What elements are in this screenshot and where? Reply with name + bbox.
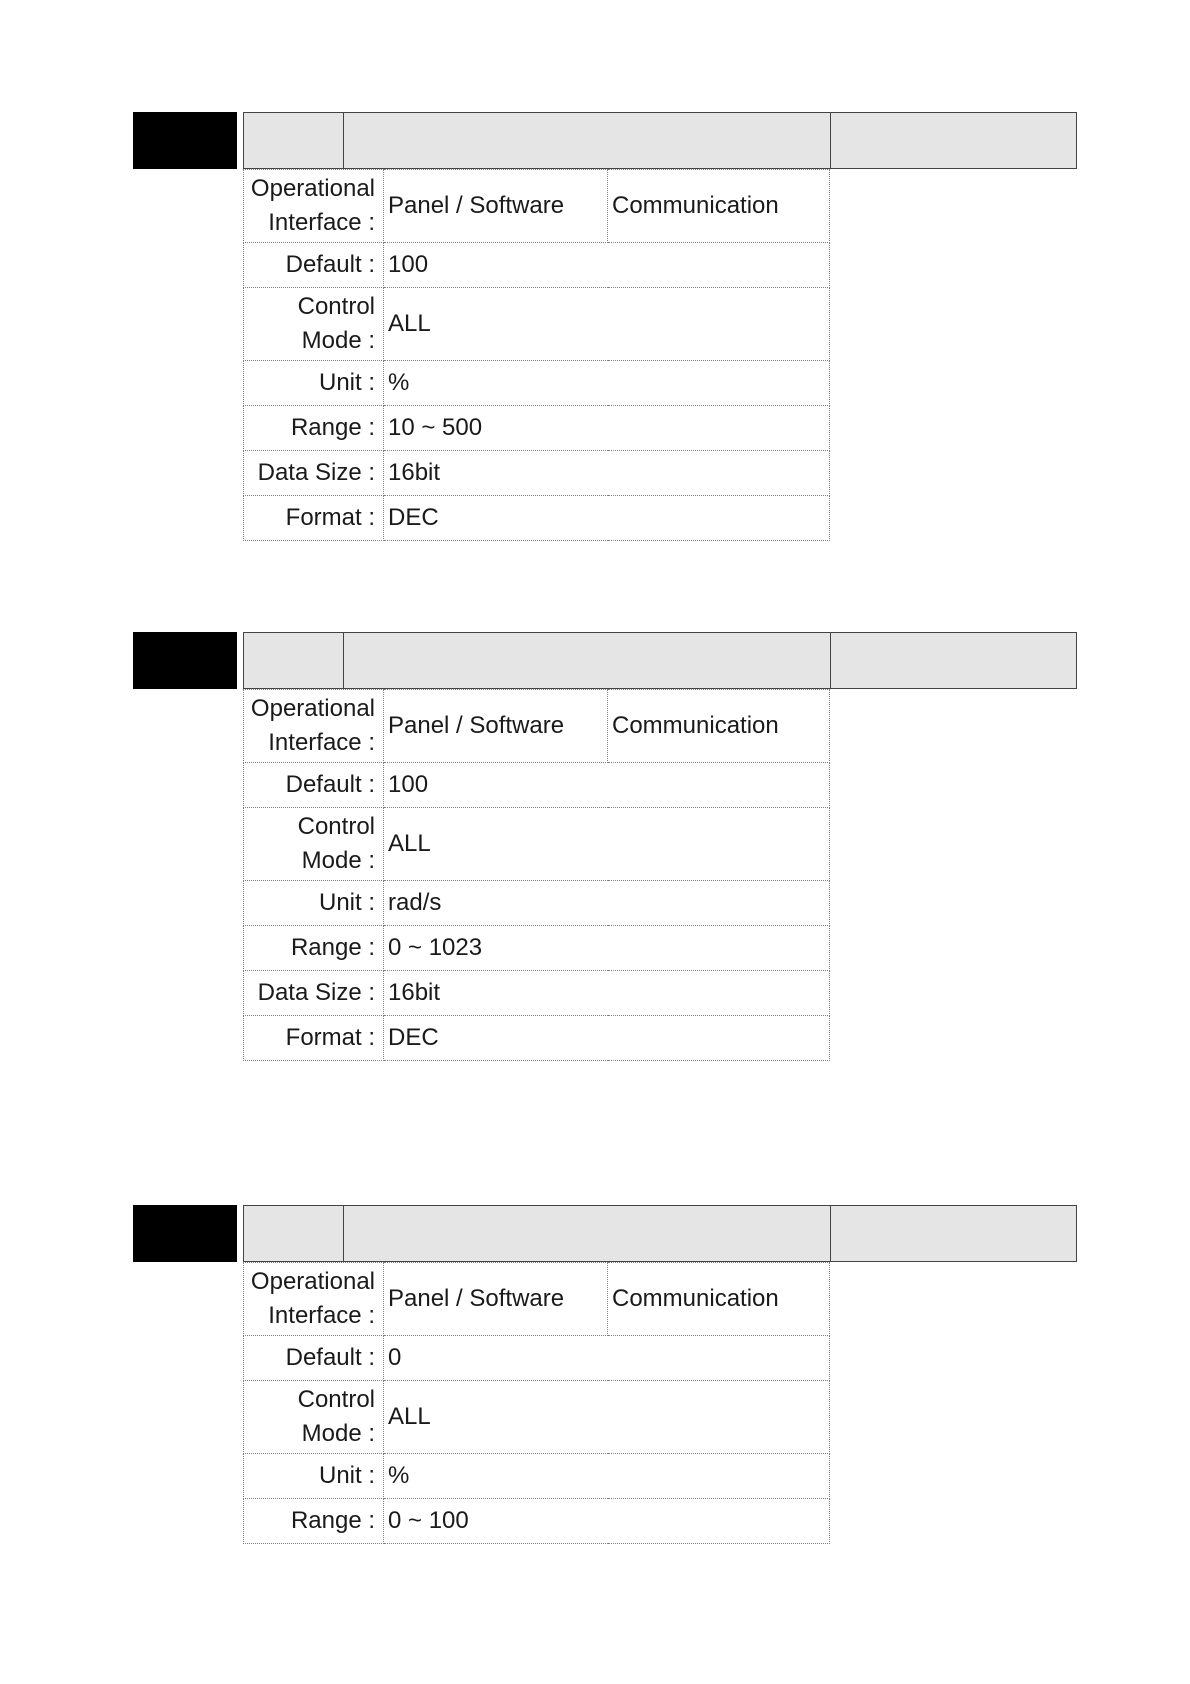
default-row [244,1336,830,1381]
interface-label: Operational Interface : [244,1263,384,1336]
data-size-row [244,971,830,1016]
data-size-value: 16bit [384,971,830,1016]
interface-label: Operational Interface : [244,170,384,243]
default-label: Default : [244,243,384,288]
range-row [244,926,830,971]
interface-panel-value: Panel / Software [384,690,608,763]
parameter-header-row [243,632,1077,689]
parameter-name-cell [344,113,831,168]
parameter-name-cell [344,1206,831,1261]
interface-panel-value: Panel / Software [384,1263,608,1336]
range-row [244,406,830,451]
unit-row [244,361,830,406]
range-value: 0 ~ 100 [384,1499,830,1544]
control-mode-row [244,808,830,881]
parameter-attribute-table [243,689,830,1061]
parameter-code-tag [133,112,237,169]
control-mode-label: Control Mode : [244,808,384,881]
interface-comm-value: Communication [608,1263,830,1336]
data-size-label: Data Size : [244,451,384,496]
control-mode-label: Control Mode : [244,1381,384,1454]
control-mode-label: Control Mode : [244,288,384,361]
default-value: 100 [384,243,830,288]
interface-comm-value: Communication [608,170,830,243]
parameter-reference-cell [831,1206,1076,1261]
data-size-label: Data Size : [244,971,384,1016]
range-label: Range : [244,406,384,451]
parameter-reference-cell [831,633,1076,688]
interface-row [244,690,830,763]
default-label: Default : [244,763,384,808]
unit-row [244,881,830,926]
format-label: Format : [244,1016,384,1061]
unit-value: % [384,361,830,406]
control-mode-value: ALL [384,1381,830,1454]
parameter-attribute-table [243,1262,830,1544]
parameter-header-row [243,1205,1077,1262]
control-mode-value: ALL [384,808,830,881]
data-size-row [244,451,830,496]
parameter-attribute-table [243,169,830,541]
unit-label: Unit : [244,881,384,926]
interface-row [244,170,830,243]
parameter-name-cell [344,633,831,688]
unit-row [244,1454,830,1499]
unit-value: % [384,1454,830,1499]
default-row [244,243,830,288]
data-size-value: 16bit [384,451,830,496]
format-row [244,1016,830,1061]
default-row [244,763,830,808]
interface-row [244,1263,830,1336]
unit-value: rad/s [384,881,830,926]
interface-comm-value: Communication [608,690,830,763]
range-label: Range : [244,926,384,971]
parameter-address-cell [244,1206,344,1261]
format-row [244,496,830,541]
parameter-address-cell [244,113,344,168]
default-value: 0 [384,1336,830,1381]
unit-label: Unit : [244,1454,384,1499]
format-value: DEC [384,496,830,541]
interface-label: Operational Interface : [244,690,384,763]
range-row [244,1499,830,1544]
parameter-header-row [243,112,1077,169]
default-label: Default : [244,1336,384,1381]
default-value: 100 [384,763,830,808]
unit-label: Unit : [244,361,384,406]
parameter-address-cell [244,633,344,688]
format-value: DEC [384,1016,830,1061]
control-mode-value: ALL [384,288,830,361]
interface-panel-value: Panel / Software [384,170,608,243]
control-mode-row [244,1381,830,1454]
range-label: Range : [244,1499,384,1544]
range-value: 10 ~ 500 [384,406,830,451]
parameter-reference-cell [831,113,1076,168]
range-value: 0 ~ 1023 [384,926,830,971]
control-mode-row [244,288,830,361]
parameter-code-tag [133,1205,237,1262]
format-label: Format : [244,496,384,541]
parameter-code-tag [133,632,237,689]
